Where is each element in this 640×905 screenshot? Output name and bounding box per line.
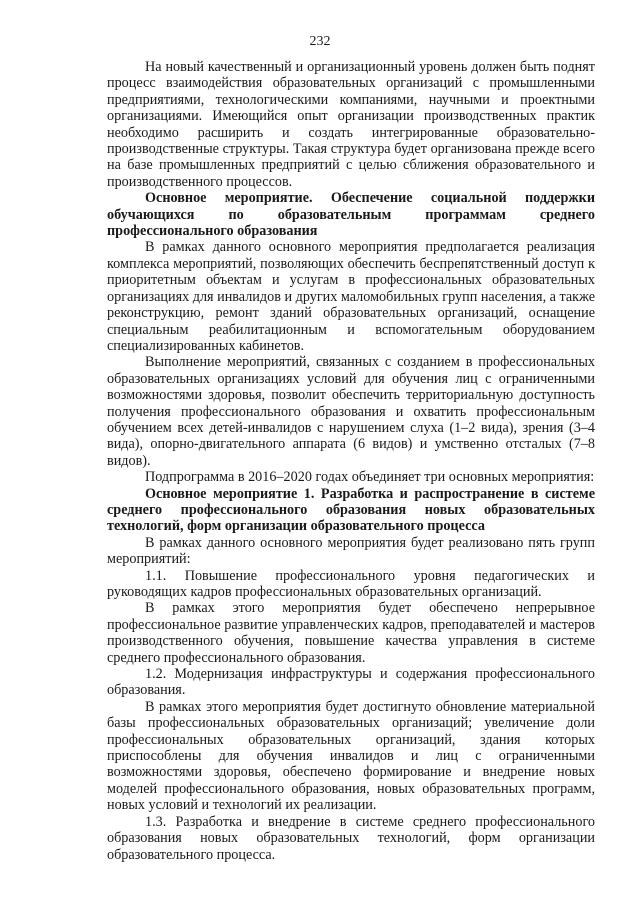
list-item-1-1: 1.1. Повышение профессионального уровня педагогических и руководящих кадров профессиональных образовательных организаций.: [107, 567, 595, 600]
paragraph-social-support: В рамках данного основного мероприятия предполагается реализация комплекса мероприятий, позволяющих обеспечить беспрепятственный доступ к приоритетным объектам и услугам в профессиональных образовательных организациях для инвалидов и других маломобильных групп населения, а также реконструкцию, ремонт зданий образовательных организаций, оснащение специальным реабилитационным и вспомогательным оборудованием специализированных кабинетов.: [107, 239, 595, 354]
paragraph-accessibility: Выполнение мероприятий, связанных с созданием в профессиональных образовательных организациях условий для обучения лиц с ограниченными возможностями здоровья, позволит обеспечить территориальную доступность получения профессионального образования и охватить профессиональным обучением всех детей-инвалидов с нарушением слуха (1–2 вида), зрения (3–4 вида), опорно-двигательного аппарата (6 видов) и умственно отсталых (7–8 видов).: [107, 354, 595, 469]
paragraph-1-1-details: В рамках этого мероприятия будет обеспечено непрерывное профессиональное развитие управленческих кадров, преподавателей и мастеров производственного обучения, повышение качества управления в системе среднего профессионального образования.: [107, 600, 595, 666]
paragraph-subprogram: Подпрограмма в 2016–2020 годах объединяет три основных мероприятия:: [145, 469, 595, 486]
document-body: [107, 59, 595, 863]
page-number: 232: [309, 34, 331, 49]
list-item-1-3: 1.3. Разработка и внедрение в системе среднего профессионального образования новых образовательных технологий, форм организации образовательного процесса.: [107, 813, 595, 863]
paragraph-1-2-details: В рамках этого мероприятия будет достигнуто обновление материальной базы профессиональных образовательных организаций; увеличение доли профессиональных образовательных организаций, здания которых приспособлены для обучения инвалидов и лиц с ограниченными возможностями здоровья, обеспечено формирование и внедрение новых моделей профессионального образования, новых образовательных программ, новых условий и технологий их реализации.: [107, 698, 595, 814]
heading-activity-1: Основное мероприятие 1. Разработка и распространение в системе среднего профессионального образования новых образовательных технологий, форм организации образовательного процесса: [107, 485, 595, 535]
paragraph-activity-groups: В рамках данного основного мероприятия будет реализовано пять групп мероприятий:: [107, 534, 595, 568]
list-item-1-2: 1.2. Модернизация инфраструктуры и содержания профессионального образования.: [107, 666, 595, 699]
heading-social-support: Основное мероприятие. Обеспечение социальной поддержки обучающихся по образовательным программам среднего профессионального образования: [107, 190, 595, 240]
paragraph-intro: На новый качественный и организационный уровень должен быть поднят процесс взаимодействия образовательных организаций с промышленными предприятиями, технологическими компаниями, научными и проектными организациями. Имеющийся опыт организации производственных практик необходимо расширить и создать интегрированные образовательно-производственные структуры. Такая структура будет организована прежде всего на базе промышленных предприятий с целью сближения образовательного и производственного процессов.: [107, 59, 595, 190]
